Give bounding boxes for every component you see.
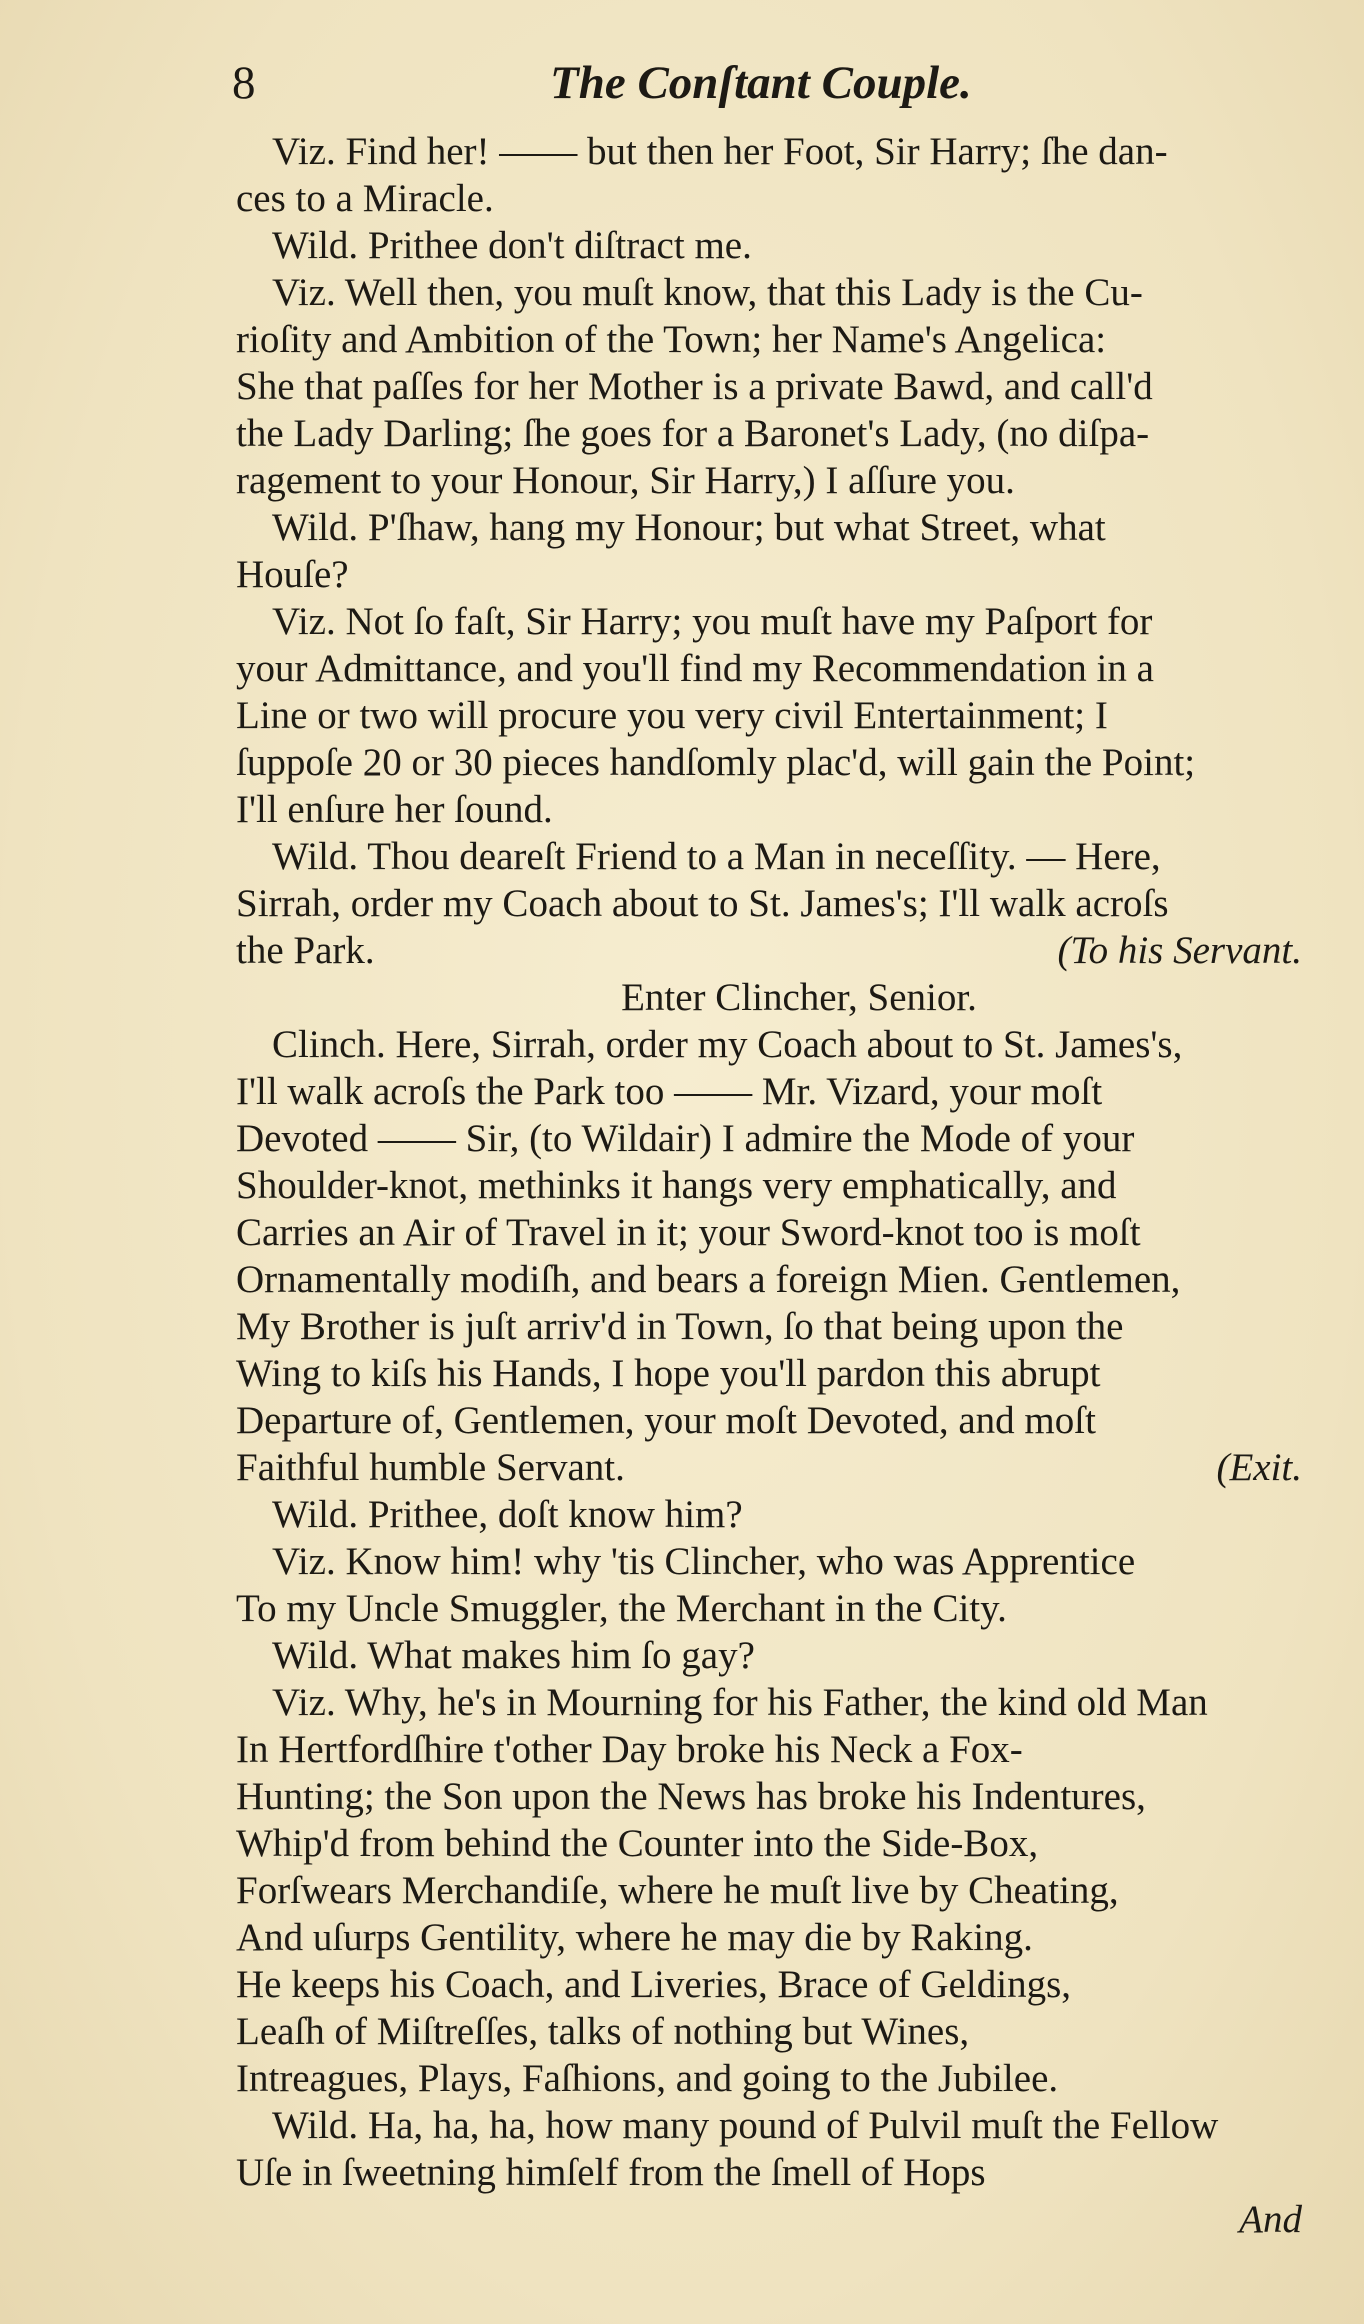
line-text: My Brother is juſt arriv'd in Town, ſo that being upon the [236, 1305, 1124, 1348]
line-text: Houſe? [236, 553, 349, 596]
line-text: Wild. Ha, ha, ha, how many pound of Pulvil muſt the Fellow [272, 2104, 1219, 2147]
play-text [236, 128, 1302, 2196]
line-text: Shoulder-knot, methinks it hangs very emphatically, and [236, 1164, 1117, 1207]
text-line [236, 1538, 1302, 1585]
line-text: Intreagues, Plays, Faſhions, and going to the Jubilee. [236, 2057, 1059, 2100]
text-line [236, 1679, 1302, 1726]
line-text: Viz. Know him! why 'tis Clincher, who was Apprentice [272, 1540, 1136, 1583]
line-text: ces to a Miracle. [236, 177, 494, 220]
line-text: Wing to kiſs his Hands, I hope you'll pardon this abrupt [236, 1352, 1101, 1395]
line-text: To my Uncle Smuggler, the Merchant in the City. [236, 1587, 1007, 1630]
text-line [236, 551, 1302, 598]
text-line [236, 175, 1302, 222]
text-line [236, 1585, 1302, 1632]
text-line [236, 504, 1302, 551]
line-text: Forſwears Merchandiſe, where he muſt live by Cheating, [236, 1869, 1119, 1912]
line-text: Devoted —— Sir, (to Wildair) I admire the Mode of your [236, 1117, 1135, 1160]
line-text: Hunting; the Son upon the News has broke his Indentures, [236, 1775, 1146, 1818]
line-text: the Park. [236, 929, 375, 972]
text-line [236, 363, 1302, 410]
text-line [236, 316, 1302, 363]
line-text: your Admittance, and you'll find my Recommendation in a [236, 647, 1154, 690]
text-line [236, 457, 1302, 504]
text-line [236, 1867, 1302, 1914]
text-line [236, 739, 1302, 786]
line-text: Wild. P'ſhaw, hang my Honour; but what Street, what [272, 506, 1106, 549]
line-text: In Hertfordſhire t'other Day broke his Neck a Fox- [236, 1728, 1023, 1771]
text-line [236, 927, 1302, 974]
line-text: the Lady Darling; ſhe goes for a Baronet's Lady, (no diſpa- [236, 412, 1150, 455]
line-text: And uſurps Gentility, where he may die by Raking. [236, 1916, 1033, 1959]
line-text: I'll enſure her ſound. [236, 788, 553, 831]
line-text: Wild. What makes him ſo gay? [272, 1634, 755, 1677]
text-line [236, 692, 1302, 739]
line-text: Viz. Find her! —— but then her Foot, Sir Harry; ſhe dan- [272, 130, 1168, 173]
text-line [236, 1820, 1302, 1867]
line-text: Enter Clincher, Senior. [621, 976, 977, 1019]
text-line [236, 1397, 1302, 1444]
line-text: Sirrah, order my Coach about to St. James's; I'll walk acroſs [236, 882, 1169, 925]
catchword: And [1239, 2198, 1302, 2241]
text-line [236, 1021, 1302, 1068]
text-line [236, 1162, 1302, 1209]
line-text: Wild. Thou deareſt Friend to a Man in neceſſity. — Here, [272, 835, 1161, 878]
line-text: Ornamentally modiſh, and bears a foreign Mien. Gentlemen, [236, 1258, 1181, 1301]
line-text: Faithful humble Servant. [236, 1446, 625, 1489]
text-line [236, 598, 1302, 645]
line-text: She that paſſes for her Mother is a private Bawd, and call'd [236, 365, 1153, 408]
line-text: Whip'd from behind the Counter into the Side-Box, [236, 1822, 1039, 1865]
text-line [236, 2008, 1302, 2055]
line-text: Clinch. Here, Sirrah, order my Coach about to St. James's, [272, 1023, 1183, 1066]
line-text: Line or two will procure you very civil Entertainment; I [236, 694, 1108, 737]
text-line [236, 2102, 1302, 2149]
line-text: Wild. Prithee don't diſtract me. [272, 224, 752, 267]
text-line [236, 2055, 1302, 2102]
text-line [236, 1444, 1302, 1491]
line-text: Carries an Air of Travel in it; your Sword-knot too is moſt [236, 1211, 1141, 1254]
line-text: Viz. Well then, you muſt know, that this Lady is the Cu- [272, 271, 1143, 314]
running-title: The Conſtant Couple. [550, 57, 972, 109]
text-line [236, 1914, 1302, 1961]
line-text: Departure of, Gentlemen, your moſt Devoted, and moſt [236, 1399, 1096, 1442]
text-line [236, 833, 1302, 880]
stage-direction-right: (Exit. [1216, 1446, 1302, 1489]
text-line [236, 269, 1302, 316]
page-number: 8 [232, 57, 256, 109]
line-text: Viz. Not ſo faſt, Sir Harry; you muſt have my Paſport for [272, 600, 1153, 643]
text-line [236, 786, 1302, 833]
text-line [236, 1303, 1302, 1350]
stage-direction-right: (To his Servant. [1057, 929, 1302, 972]
text-line [236, 645, 1302, 692]
line-text: Leaſh of Miſtreſſes, talks of nothing but Wines, [236, 2010, 970, 2053]
text-line [236, 1961, 1302, 2008]
line-text: Uſe in ſweetning himſelf from the ſmell of Hops [236, 2151, 986, 2194]
text-line [236, 1350, 1302, 1397]
text-line [236, 2149, 1302, 2196]
text-line [236, 880, 1302, 927]
text-line [236, 1491, 1302, 1538]
line-text: ragement to your Honour, Sir Harry,) I aſſure you. [236, 459, 1015, 502]
text-line [236, 1726, 1302, 1773]
text-line [236, 1115, 1302, 1162]
text-line [236, 1209, 1302, 1256]
text-line [236, 128, 1302, 175]
text-line [236, 410, 1302, 457]
page-header [232, 56, 1132, 116]
line-text: He keeps his Coach, and Liveries, Brace of Geldings, [236, 1963, 1071, 2006]
text-line [236, 1773, 1302, 1820]
text-line [236, 1068, 1302, 1115]
line-text: I'll walk acroſs the Park too —— Mr. Vizard, your moſt [236, 1070, 1103, 1113]
line-text: ſuppoſe 20 or 30 pieces handſomly plac'd, will gain the Point; [236, 741, 1196, 784]
text-line [236, 1256, 1302, 1303]
line-text: Wild. Prithee, doſt know him? [272, 1493, 743, 1536]
line-text: Viz. Why, he's in Mourning for his Father, the kind old Man [272, 1681, 1208, 1724]
text-line [236, 222, 1302, 269]
text-line [236, 1632, 1302, 1679]
stage-direction [236, 974, 1302, 1021]
line-text: rioſity and Ambition of the Town; her Name's Angelica: [236, 318, 1107, 361]
